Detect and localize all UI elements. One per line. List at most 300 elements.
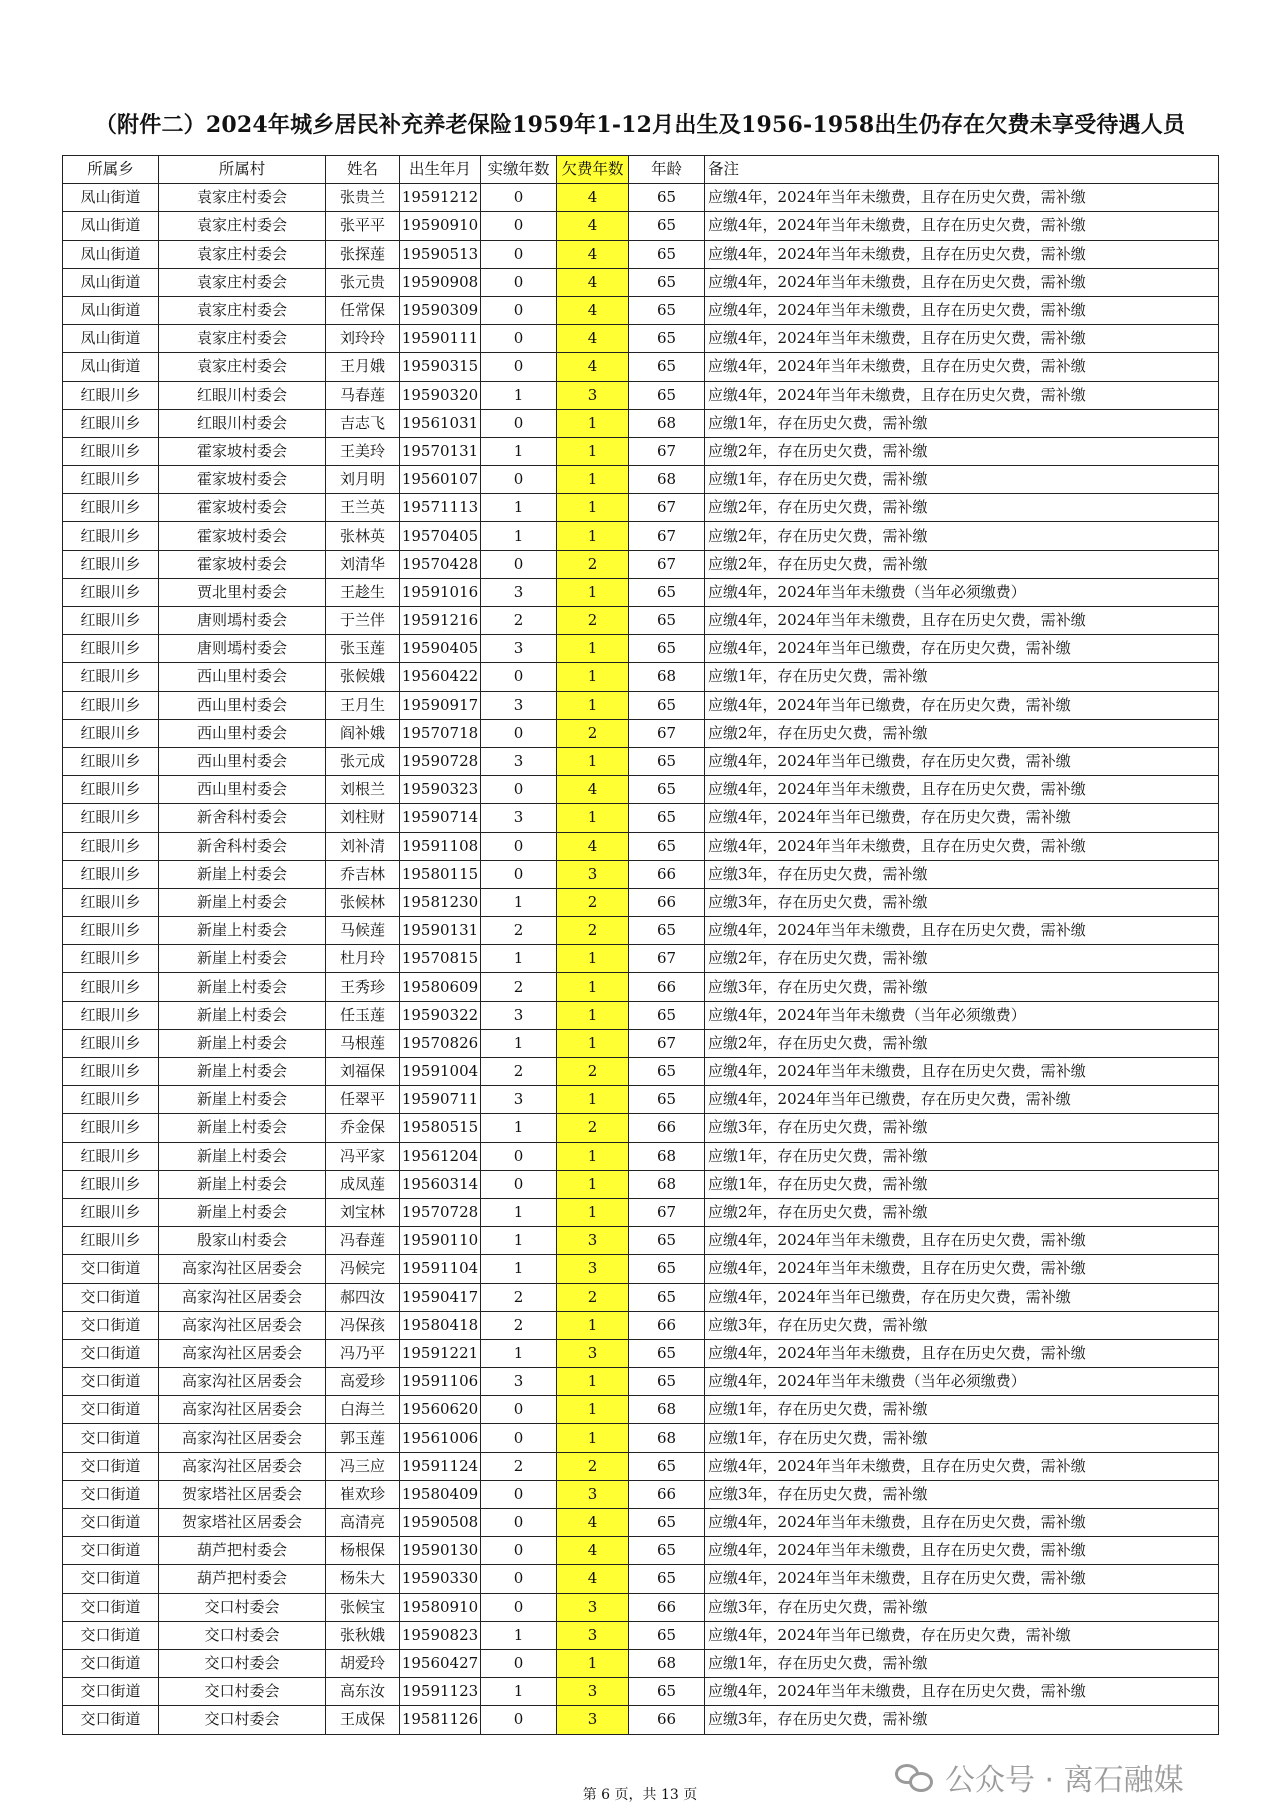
cell-township: 交口街道 xyxy=(63,1452,159,1480)
cell-birth-date: 19591123 xyxy=(400,1678,481,1706)
cell-paid-years: 3 xyxy=(481,1001,557,1029)
cell-age: 65 xyxy=(629,1621,705,1649)
header-birth-date: 出生年月 xyxy=(400,156,481,184)
cell-village: 高家沟社区居委会 xyxy=(159,1396,326,1424)
cell-township: 红眼川乡 xyxy=(63,1170,159,1198)
cell-paid-years: 1 xyxy=(481,437,557,465)
table-row xyxy=(63,1255,1219,1283)
cell-birth-date: 19590130 xyxy=(400,1537,481,1565)
cell-village: 西山里村委会 xyxy=(159,663,326,691)
cell-birth-date: 19590330 xyxy=(400,1565,481,1593)
cell-paid-years: 1 xyxy=(481,522,557,550)
table-row xyxy=(63,804,1219,832)
cell-township: 红眼川乡 xyxy=(63,663,159,691)
cell-township: 红眼川乡 xyxy=(63,1114,159,1142)
cell-age: 67 xyxy=(629,522,705,550)
cell-remarks: 应缴3年，存在历史欠费，需补缴 xyxy=(705,1593,1219,1621)
cell-name: 郝四汝 xyxy=(326,1283,400,1311)
cell-arrears-years: 3 xyxy=(557,860,629,888)
cell-arrears-years: 1 xyxy=(557,1142,629,1170)
cell-birth-date: 19570428 xyxy=(400,550,481,578)
cell-arrears-years: 4 xyxy=(557,1537,629,1565)
cell-village: 袁家庄村委会 xyxy=(159,268,326,296)
cell-birth-date: 19560620 xyxy=(400,1396,481,1424)
cell-birth-date: 19591104 xyxy=(400,1255,481,1283)
cell-village: 高家沟社区居委会 xyxy=(159,1452,326,1480)
cell-age: 67 xyxy=(629,1029,705,1057)
cell-name: 王美玲 xyxy=(326,437,400,465)
cell-age: 66 xyxy=(629,1706,705,1734)
cell-arrears-years: 2 xyxy=(557,1452,629,1480)
cell-name: 张玉莲 xyxy=(326,635,400,663)
cell-village: 袁家庄村委会 xyxy=(159,325,326,353)
cell-age: 66 xyxy=(629,888,705,916)
cell-birth-date: 19560422 xyxy=(400,663,481,691)
cell-birth-date: 19561031 xyxy=(400,409,481,437)
cell-arrears-years: 1 xyxy=(557,409,629,437)
cell-paid-years: 0 xyxy=(481,466,557,494)
cell-paid-years: 0 xyxy=(481,1706,557,1734)
cell-birth-date: 19591216 xyxy=(400,607,481,635)
cell-remarks: 应缴4年，2024年当年未缴费，且存在历史欠费，需补缴 xyxy=(705,832,1219,860)
cell-name: 冯乃平 xyxy=(326,1339,400,1367)
cell-arrears-years: 1 xyxy=(557,973,629,1001)
cell-age: 67 xyxy=(629,494,705,522)
cell-arrears-years: 4 xyxy=(557,832,629,860)
cell-village: 新崖上村委会 xyxy=(159,1086,326,1114)
table-row xyxy=(63,1678,1219,1706)
cell-arrears-years: 2 xyxy=(557,917,629,945)
cell-arrears-years: 4 xyxy=(557,353,629,381)
table-row xyxy=(63,1509,1219,1537)
cell-paid-years: 1 xyxy=(481,945,557,973)
cell-remarks: 应缴4年，2024年当年已缴费，存在历史欠费，需补缴 xyxy=(705,1621,1219,1649)
cell-remarks: 应缴4年，2024年当年未缴费，且存在历史欠费，需补缴 xyxy=(705,381,1219,409)
cell-township: 红眼川乡 xyxy=(63,888,159,916)
cell-birth-date: 19590405 xyxy=(400,635,481,663)
cell-township: 红眼川乡 xyxy=(63,437,159,465)
cell-birth-date: 19560427 xyxy=(400,1649,481,1677)
cell-township: 红眼川乡 xyxy=(63,832,159,860)
cell-arrears-years: 2 xyxy=(557,1114,629,1142)
cell-age: 65 xyxy=(629,325,705,353)
table-row xyxy=(63,325,1219,353)
cell-village: 高家沟社区居委会 xyxy=(159,1424,326,1452)
table-row xyxy=(63,1621,1219,1649)
cell-remarks: 应缴4年，2024年当年未缴费，且存在历史欠费，需补缴 xyxy=(705,1565,1219,1593)
cell-name: 冯平家 xyxy=(326,1142,400,1170)
cell-name: 张候宝 xyxy=(326,1593,400,1621)
cell-remarks: 应缴1年，存在历史欠费，需补缴 xyxy=(705,1424,1219,1452)
cell-name: 王成保 xyxy=(326,1706,400,1734)
cell-village: 交口村委会 xyxy=(159,1621,326,1649)
cell-township: 红眼川乡 xyxy=(63,945,159,973)
cell-village: 新崖上村委会 xyxy=(159,1114,326,1142)
cell-age: 65 xyxy=(629,832,705,860)
cell-birth-date: 19590322 xyxy=(400,1001,481,1029)
cell-name: 任常保 xyxy=(326,296,400,324)
cell-township: 红眼川乡 xyxy=(63,747,159,775)
table-row xyxy=(63,888,1219,916)
cell-age: 66 xyxy=(629,1480,705,1508)
cell-birth-date: 19590131 xyxy=(400,917,481,945)
table-row xyxy=(63,578,1219,606)
table-row xyxy=(63,607,1219,635)
cell-paid-years: 2 xyxy=(481,1311,557,1339)
page-title: （附件二）2024年城乡居民补充养老保险1959年1-12月出生及1956-1958出生仍存在欠费未享受待遇人员 xyxy=(94,112,1186,138)
cell-arrears-years: 1 xyxy=(557,1424,629,1452)
table-row xyxy=(63,437,1219,465)
cell-village: 交口村委会 xyxy=(159,1678,326,1706)
cell-village: 新崖上村委会 xyxy=(159,973,326,1001)
cell-arrears-years: 2 xyxy=(557,1283,629,1311)
table-row xyxy=(63,1706,1219,1734)
cell-village: 交口村委会 xyxy=(159,1649,326,1677)
cell-birth-date: 19590513 xyxy=(400,240,481,268)
cell-birth-date: 19591004 xyxy=(400,1058,481,1086)
cell-name: 冯保孩 xyxy=(326,1311,400,1339)
cell-paid-years: 0 xyxy=(481,184,557,212)
cell-township: 凤山街道 xyxy=(63,240,159,268)
cell-name: 冯春莲 xyxy=(326,1227,400,1255)
cell-arrears-years: 1 xyxy=(557,945,629,973)
cell-remarks: 应缴4年，2024年当年未缴费，且存在历史欠费，需补缴 xyxy=(705,1339,1219,1367)
cell-birth-date: 19590910 xyxy=(400,212,481,240)
cell-birth-date: 19570405 xyxy=(400,522,481,550)
cell-age: 65 xyxy=(629,381,705,409)
cell-arrears-years: 1 xyxy=(557,1649,629,1677)
cell-paid-years: 0 xyxy=(481,860,557,888)
cell-name: 马根莲 xyxy=(326,1029,400,1057)
cell-remarks: 应缴4年，2024年当年未缴费，且存在历史欠费，需补缴 xyxy=(705,917,1219,945)
cell-paid-years: 0 xyxy=(481,325,557,353)
cell-arrears-years: 1 xyxy=(557,466,629,494)
cell-age: 65 xyxy=(629,184,705,212)
cell-name: 成凤莲 xyxy=(326,1170,400,1198)
cell-age: 68 xyxy=(629,1396,705,1424)
cell-paid-years: 0 xyxy=(481,212,557,240)
cell-village: 新崖上村委会 xyxy=(159,1198,326,1226)
cell-township: 红眼川乡 xyxy=(63,494,159,522)
cell-village: 新崖上村委会 xyxy=(159,945,326,973)
cell-age: 65 xyxy=(629,1086,705,1114)
cell-arrears-years: 1 xyxy=(557,1001,629,1029)
cell-village: 西山里村委会 xyxy=(159,776,326,804)
header-age: 年龄 xyxy=(629,156,705,184)
cell-paid-years: 1 xyxy=(481,1029,557,1057)
cell-name: 张元贵 xyxy=(326,268,400,296)
cell-remarks: 应缴4年，2024年当年已缴费，存在历史欠费，需补缴 xyxy=(705,1086,1219,1114)
cell-birth-date: 19591108 xyxy=(400,832,481,860)
header-remarks: 备注 xyxy=(705,156,1219,184)
cell-village: 霍家坡村委会 xyxy=(159,437,326,465)
cell-name: 王兰英 xyxy=(326,494,400,522)
cell-paid-years: 0 xyxy=(481,296,557,324)
cell-township: 红眼川乡 xyxy=(63,1058,159,1086)
cell-township: 红眼川乡 xyxy=(63,381,159,409)
cell-village: 高家沟社区居委会 xyxy=(159,1339,326,1367)
cell-village: 西山里村委会 xyxy=(159,719,326,747)
cell-remarks: 应缴1年，存在历史欠费，需补缴 xyxy=(705,466,1219,494)
cell-paid-years: 3 xyxy=(481,691,557,719)
cell-remarks: 应缴4年，2024年当年未缴费，且存在历史欠费，需补缴 xyxy=(705,353,1219,381)
cell-remarks: 应缴4年，2024年当年已缴费，存在历史欠费，需补缴 xyxy=(705,804,1219,832)
cell-arrears-years: 3 xyxy=(557,381,629,409)
cell-birth-date: 19590508 xyxy=(400,1509,481,1537)
cell-name: 郭玉莲 xyxy=(326,1424,400,1452)
cell-township: 红眼川乡 xyxy=(63,550,159,578)
cell-village: 新崖上村委会 xyxy=(159,1029,326,1057)
cell-remarks: 应缴4年，2024年当年未缴费，且存在历史欠费，需补缴 xyxy=(705,212,1219,240)
cell-age: 65 xyxy=(629,607,705,635)
cell-age: 66 xyxy=(629,973,705,1001)
cell-remarks: 应缴2年，存在历史欠费，需补缴 xyxy=(705,1198,1219,1226)
header-township: 所属乡 xyxy=(63,156,159,184)
cell-village: 葫芦把村委会 xyxy=(159,1565,326,1593)
cell-birth-date: 19560107 xyxy=(400,466,481,494)
cell-remarks: 应缴4年，2024年当年未缴费，且存在历史欠费，需补缴 xyxy=(705,1227,1219,1255)
cell-paid-years: 0 xyxy=(481,776,557,804)
cell-village: 霍家坡村委会 xyxy=(159,522,326,550)
header-paid-years: 实缴年数 xyxy=(481,156,557,184)
cell-name: 杨朱大 xyxy=(326,1565,400,1593)
cell-remarks: 应缴1年，存在历史欠费，需补缴 xyxy=(705,1142,1219,1170)
cell-village: 高家沟社区居委会 xyxy=(159,1311,326,1339)
cell-arrears-years: 4 xyxy=(557,1509,629,1537)
cell-name: 张秋娥 xyxy=(326,1621,400,1649)
cell-age: 65 xyxy=(629,1565,705,1593)
cell-paid-years: 0 xyxy=(481,832,557,860)
cell-village: 高家沟社区居委会 xyxy=(159,1368,326,1396)
table-row xyxy=(63,691,1219,719)
cell-age: 68 xyxy=(629,409,705,437)
cell-birth-date: 19591221 xyxy=(400,1339,481,1367)
table-row xyxy=(63,494,1219,522)
cell-name: 高东汝 xyxy=(326,1678,400,1706)
cell-age: 65 xyxy=(629,1509,705,1537)
cell-township: 红眼川乡 xyxy=(63,719,159,747)
cell-name: 张贵兰 xyxy=(326,184,400,212)
cell-age: 65 xyxy=(629,296,705,324)
cell-age: 65 xyxy=(629,1227,705,1255)
cell-arrears-years: 3 xyxy=(557,1480,629,1508)
cell-village: 袁家庄村委会 xyxy=(159,353,326,381)
cell-name: 冯三应 xyxy=(326,1452,400,1480)
cell-age: 65 xyxy=(629,691,705,719)
cell-remarks: 应缴4年，2024年当年未缴费，且存在历史欠费，需补缴 xyxy=(705,776,1219,804)
cell-village: 新崖上村委会 xyxy=(159,1001,326,1029)
cell-birth-date: 19561204 xyxy=(400,1142,481,1170)
cell-age: 65 xyxy=(629,353,705,381)
cell-age: 65 xyxy=(629,635,705,663)
cell-arrears-years: 2 xyxy=(557,550,629,578)
cell-village: 西山里村委会 xyxy=(159,691,326,719)
cell-township: 红眼川乡 xyxy=(63,522,159,550)
cell-birth-date: 19570718 xyxy=(400,719,481,747)
table-row xyxy=(63,1452,1219,1480)
cell-age: 66 xyxy=(629,1593,705,1621)
cell-name: 王月娥 xyxy=(326,353,400,381)
cell-birth-date: 19580418 xyxy=(400,1311,481,1339)
cell-paid-years: 2 xyxy=(481,1452,557,1480)
cell-village: 交口村委会 xyxy=(159,1593,326,1621)
cell-age: 65 xyxy=(629,240,705,268)
cell-remarks: 应缴2年，存在历史欠费，需补缴 xyxy=(705,719,1219,747)
table-row xyxy=(63,1565,1219,1593)
cell-birth-date: 19560314 xyxy=(400,1170,481,1198)
cell-village: 交口村委会 xyxy=(159,1706,326,1734)
table-row xyxy=(63,240,1219,268)
header-name: 姓名 xyxy=(326,156,400,184)
table-row xyxy=(63,917,1219,945)
cell-name: 崔欢珍 xyxy=(326,1480,400,1508)
cell-paid-years: 2 xyxy=(481,973,557,1001)
cell-age: 67 xyxy=(629,1198,705,1226)
cell-age: 65 xyxy=(629,1678,705,1706)
table-row xyxy=(63,1227,1219,1255)
cell-arrears-years: 4 xyxy=(557,325,629,353)
cell-arrears-years: 1 xyxy=(557,747,629,775)
cell-name: 白海兰 xyxy=(326,1396,400,1424)
cell-remarks: 应缴4年，2024年当年未缴费，且存在历史欠费，需补缴 xyxy=(705,240,1219,268)
cell-remarks: 应缴4年，2024年当年已缴费，存在历史欠费，需补缴 xyxy=(705,691,1219,719)
cell-paid-years: 0 xyxy=(481,719,557,747)
cell-arrears-years: 1 xyxy=(557,663,629,691)
table-row xyxy=(63,1029,1219,1057)
cell-age: 67 xyxy=(629,719,705,747)
table-row xyxy=(63,1593,1219,1621)
cell-remarks: 应缴3年，存在历史欠费，需补缴 xyxy=(705,1311,1219,1339)
cell-village: 高家沟社区居委会 xyxy=(159,1283,326,1311)
cell-age: 65 xyxy=(629,917,705,945)
cell-township: 交口街道 xyxy=(63,1565,159,1593)
cell-birth-date: 19581230 xyxy=(400,888,481,916)
cell-age: 68 xyxy=(629,1170,705,1198)
cell-township: 交口街道 xyxy=(63,1593,159,1621)
cell-age: 68 xyxy=(629,663,705,691)
table-row xyxy=(63,1283,1219,1311)
cell-paid-years: 0 xyxy=(481,1509,557,1537)
table-row xyxy=(63,550,1219,578)
cell-township: 交口街道 xyxy=(63,1339,159,1367)
cell-remarks: 应缴4年，2024年当年未缴费（当年必须缴费） xyxy=(705,1001,1219,1029)
table-body xyxy=(63,184,1219,1734)
cell-paid-years: 0 xyxy=(481,1649,557,1677)
cell-birth-date: 19580409 xyxy=(400,1480,481,1508)
cell-birth-date: 19580115 xyxy=(400,860,481,888)
cell-arrears-years: 4 xyxy=(557,184,629,212)
cell-birth-date: 19590711 xyxy=(400,1086,481,1114)
table-row xyxy=(63,776,1219,804)
cell-name: 刘玲玲 xyxy=(326,325,400,353)
cell-name: 张候娥 xyxy=(326,663,400,691)
cell-remarks: 应缴3年，存在历史欠费，需补缴 xyxy=(705,1706,1219,1734)
cell-township: 红眼川乡 xyxy=(63,578,159,606)
cell-paid-years: 0 xyxy=(481,1565,557,1593)
cell-paid-years: 1 xyxy=(481,1621,557,1649)
cell-arrears-years: 1 xyxy=(557,804,629,832)
cell-name: 刘福保 xyxy=(326,1058,400,1086)
cell-name: 刘根兰 xyxy=(326,776,400,804)
cell-paid-years: 1 xyxy=(481,1114,557,1142)
cell-remarks: 应缴2年，存在历史欠费，需补缴 xyxy=(705,945,1219,973)
cell-paid-years: 3 xyxy=(481,804,557,832)
cell-paid-years: 2 xyxy=(481,1283,557,1311)
cell-remarks: 应缴3年，存在历史欠费，需补缴 xyxy=(705,973,1219,1001)
cell-village: 贺家塔社区居委会 xyxy=(159,1509,326,1537)
cell-township: 凤山街道 xyxy=(63,353,159,381)
cell-remarks: 应缴1年，存在历史欠费，需补缴 xyxy=(705,1649,1219,1677)
cell-paid-years: 1 xyxy=(481,381,557,409)
table-row xyxy=(63,1480,1219,1508)
cell-age: 65 xyxy=(629,1255,705,1283)
table-row xyxy=(63,1086,1219,1114)
cell-name: 张候林 xyxy=(326,888,400,916)
cell-name: 马候莲 xyxy=(326,917,400,945)
cell-age: 65 xyxy=(629,578,705,606)
cell-arrears-years: 1 xyxy=(557,635,629,663)
cell-township: 交口街道 xyxy=(63,1311,159,1339)
cell-remarks: 应缴4年，2024年当年未缴费（当年必须缴费） xyxy=(705,578,1219,606)
cell-remarks: 应缴3年，存在历史欠费，需补缴 xyxy=(705,888,1219,916)
cell-arrears-years: 1 xyxy=(557,578,629,606)
table-row xyxy=(63,1339,1219,1367)
cell-birth-date: 19580910 xyxy=(400,1593,481,1621)
cell-paid-years: 0 xyxy=(481,240,557,268)
cell-township: 红眼川乡 xyxy=(63,466,159,494)
cell-name: 张探莲 xyxy=(326,240,400,268)
cell-name: 刘补清 xyxy=(326,832,400,860)
cell-village: 葫芦把村委会 xyxy=(159,1537,326,1565)
table-row xyxy=(63,1058,1219,1086)
cell-arrears-years: 2 xyxy=(557,888,629,916)
cell-paid-years: 2 xyxy=(481,1058,557,1086)
cell-birth-date: 19590111 xyxy=(400,325,481,353)
cell-arrears-years: 3 xyxy=(557,1255,629,1283)
cell-village: 新舍科村委会 xyxy=(159,804,326,832)
cell-birth-date: 19590908 xyxy=(400,268,481,296)
cell-birth-date: 19580515 xyxy=(400,1114,481,1142)
cell-arrears-years: 4 xyxy=(557,296,629,324)
cell-arrears-years: 1 xyxy=(557,1198,629,1226)
cell-remarks: 应缴4年，2024年当年未缴费，且存在历史欠费，需补缴 xyxy=(705,1678,1219,1706)
cell-age: 65 xyxy=(629,1058,705,1086)
table-row xyxy=(63,663,1219,691)
cell-birth-date: 19590714 xyxy=(400,804,481,832)
cell-name: 张平平 xyxy=(326,212,400,240)
cell-birth-date: 19590823 xyxy=(400,1621,481,1649)
cell-birth-date: 19590110 xyxy=(400,1227,481,1255)
cell-village: 袁家庄村委会 xyxy=(159,296,326,324)
cell-remarks: 应缴4年，2024年当年未缴费，且存在历史欠费，需补缴 xyxy=(705,325,1219,353)
cell-age: 66 xyxy=(629,1311,705,1339)
cell-age: 65 xyxy=(629,1368,705,1396)
cell-arrears-years: 4 xyxy=(557,1565,629,1593)
table-row xyxy=(63,635,1219,663)
table-row xyxy=(63,832,1219,860)
cell-village: 唐则墕村委会 xyxy=(159,635,326,663)
cell-name: 任翠平 xyxy=(326,1086,400,1114)
cell-age: 67 xyxy=(629,945,705,973)
table-row xyxy=(63,212,1219,240)
cell-remarks: 应缴1年，存在历史欠费，需补缴 xyxy=(705,409,1219,437)
cell-arrears-years: 1 xyxy=(557,437,629,465)
cell-paid-years: 0 xyxy=(481,1424,557,1452)
page-footer: 第 6 页，共 13 页 xyxy=(582,1787,698,1803)
cell-name: 任玉莲 xyxy=(326,1001,400,1029)
cell-township: 交口街道 xyxy=(63,1537,159,1565)
table-row xyxy=(63,1649,1219,1677)
